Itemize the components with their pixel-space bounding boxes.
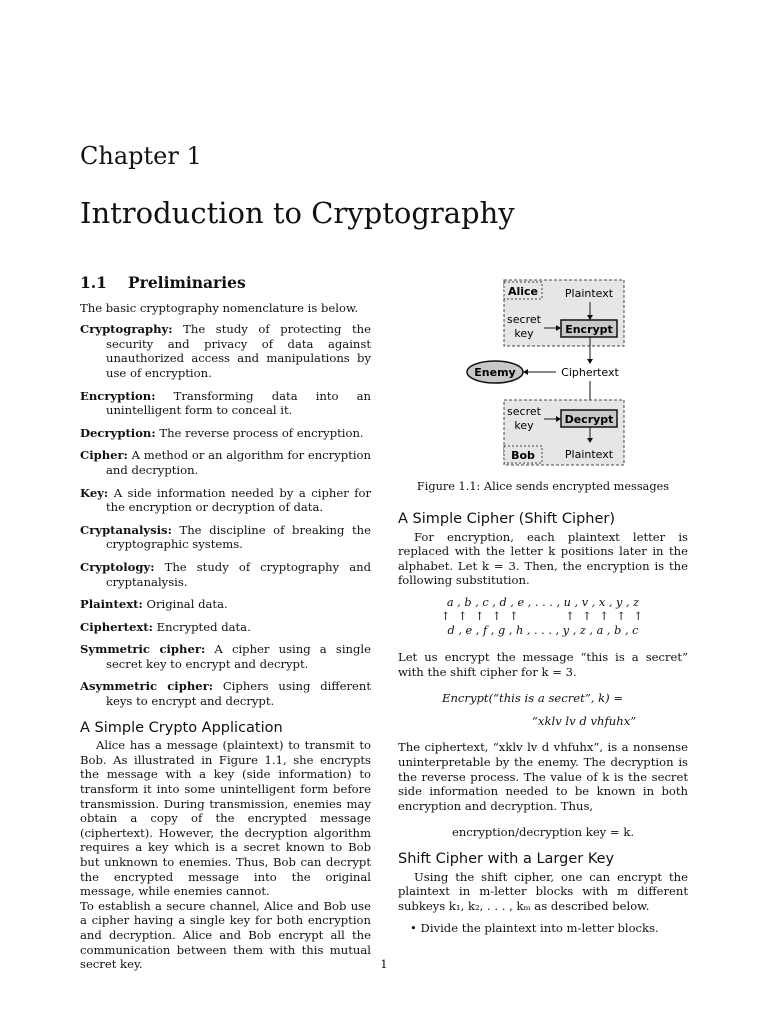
substitution-table [398,596,688,638]
secret-label-bottom: secret [507,405,541,418]
definition-text: Original data. [146,597,228,612]
left-column [80,273,372,972]
definition-text: The discipline of breaking the cryptographic systems. [106,522,371,552]
bullet-item [398,921,688,936]
definition-item [80,523,371,552]
figure-caption: Figure 1.1: Alice sends encrypted messages [416,480,670,493]
intro-text: The basic cryptography nomenclature is below. [80,300,359,315]
chapter-label: Chapter 1 [80,142,202,170]
equation-line-1: Encrypt(“this is a secret”, k) = [442,691,624,706]
substitution-row-arrows: ↑ ↑ ↑ ↑ ↑ ↑ ↑ ↑ ↑ ↑ [440,609,646,623]
shift-paragraph-2: Let us encrypt the message “this is a secret” with the shift cipher for k = 3. [398,649,688,679]
definition-term: Cryptology: [80,559,155,574]
plaintext-top-label: Plaintext [564,287,614,300]
alice-label: Alice [507,285,539,298]
bullet-dot: • [410,921,421,936]
definition-term: Decryption: [80,425,156,440]
equation-line-2: “xklv lv d vhfuhx” [532,713,637,728]
definition-item [80,642,371,671]
definition-text: A cipher using a single secret key to encrypt and decrypt. [106,642,371,671]
definition-item [80,486,371,515]
section-title: Preliminaries [128,273,246,292]
arrowhead [523,369,528,375]
definition-item [80,389,371,418]
definition-term: Cryptanalysis: [80,522,172,537]
definition-text: The study of cryptography and cryptanalysis. [106,559,372,589]
substitution-row-cipher: d , e , f , g , h , . . . , y , z , a , b , c [447,623,639,637]
page-number: 1 [380,957,388,971]
definition-term: Encryption: [80,388,156,403]
definition-text: The reverse process of encryption. [159,425,364,440]
definition-list [80,322,371,708]
definition-term: Asymmetric cipher: [80,679,214,694]
definition-item [80,679,371,708]
app-heading: A Simple Crypto Application [80,719,283,736]
definition-item [80,560,371,589]
shift-heading: A Simple Cipher (Shift Cipher) [398,511,615,527]
app-paragraph-2: To establish a secure channel, Alice and Bob use a cipher having a single key for both encryption and decryption. Alice and Bob encrypt all the communication between them with this mutual secret key. [80,898,371,972]
definition-item [80,322,371,380]
cipher-diagram [460,278,640,468]
definition-term: Symmetric cipher: [80,642,206,657]
app-paragraph-1: Alice has a message (plaintext) to transmit to Bob. As illustrated in Figure 1.1, she encrypts the message with a key (side information) to transform it into some unintelligent form before transmission. During transmission, enemies may obtain a copy of the encrypted message (ciphertext). However, the decryption algorithm requires a key which is a secret known to Bob but unknown to enemies. Thus, Bob can decrypt the encrypted message into the original message, while enemies cannot. [80,738,371,899]
secret-label-top: secret [507,313,541,326]
encrypt-label: Encrypt [565,323,613,336]
definition-text: The study of protecting the security and privacy of data against unauthorized access and manipulations by use of encryption. [106,322,371,380]
bob-label: Bob [511,449,535,462]
decrypt-label: Decrypt [564,413,614,426]
definition-text: Encrypted data. [156,619,251,634]
section-heading [80,273,371,292]
substitution-row-plain: a , b , c , d , e , . . . , u , v , x , y , z [446,595,640,609]
definition-term: Plaintext: [80,597,143,612]
larger-paragraph: Using the shift cipher, one can encrypt the plaintext in m-letter blocks with m different subkeys k₁, k₂, . . . , kₘ as described below. [398,869,688,913]
definition-text: Transforming data into an unintelligent form to conceal it. [106,388,371,418]
section-number: 1.1 [80,273,107,292]
plaintext-bottom-label: Plaintext [564,448,614,461]
definition-text: Ciphers using different keys to encrypt and decrypt. [106,679,371,709]
key-label-bottom: key [514,419,534,432]
definition-text: A side information needed by a cipher for the encryption or decryption of data. [106,485,372,515]
chapter-title: Introduction to Cryptography [80,196,515,230]
ciphertext-label: Ciphertext [561,366,619,379]
definition-term: Ciphertext: [80,619,153,634]
right-column [398,502,688,936]
key-equation: encryption/decryption key = k. [451,825,635,840]
enemy-label: Enemy [474,366,516,379]
definition-term: Cryptography: [80,322,173,337]
shift-paragraph-1: For encryption, each plaintext letter is replaced with the letter k positions later in the alphabet. Let k = 3. Then, the encryption is the following substitution. [398,529,688,588]
arrowhead [587,359,593,364]
larger-heading: Shift Cipher with a Larger Key [398,850,615,867]
definition-item [80,597,371,612]
definition-term: Key: [80,485,109,500]
definition-item [80,448,371,477]
definition-term: Cipher: [80,448,128,463]
definition-item [80,426,371,441]
shift-paragraph-3: The ciphertext, “xklv lv d vhfuhx”, is a nonsense uninterpretable by the enemy. The decryption is the reverse process. The value of k is the secret side information needed to be known in both encryption and decryption. Thus, [398,740,688,813]
bullet-text: Divide the plaintext into m-letter blocks. [420,921,659,936]
definition-text: A method or an algorithm for encryption and decryption. [106,448,372,477]
key-label-top: key [514,327,534,340]
definition-item [80,620,371,635]
